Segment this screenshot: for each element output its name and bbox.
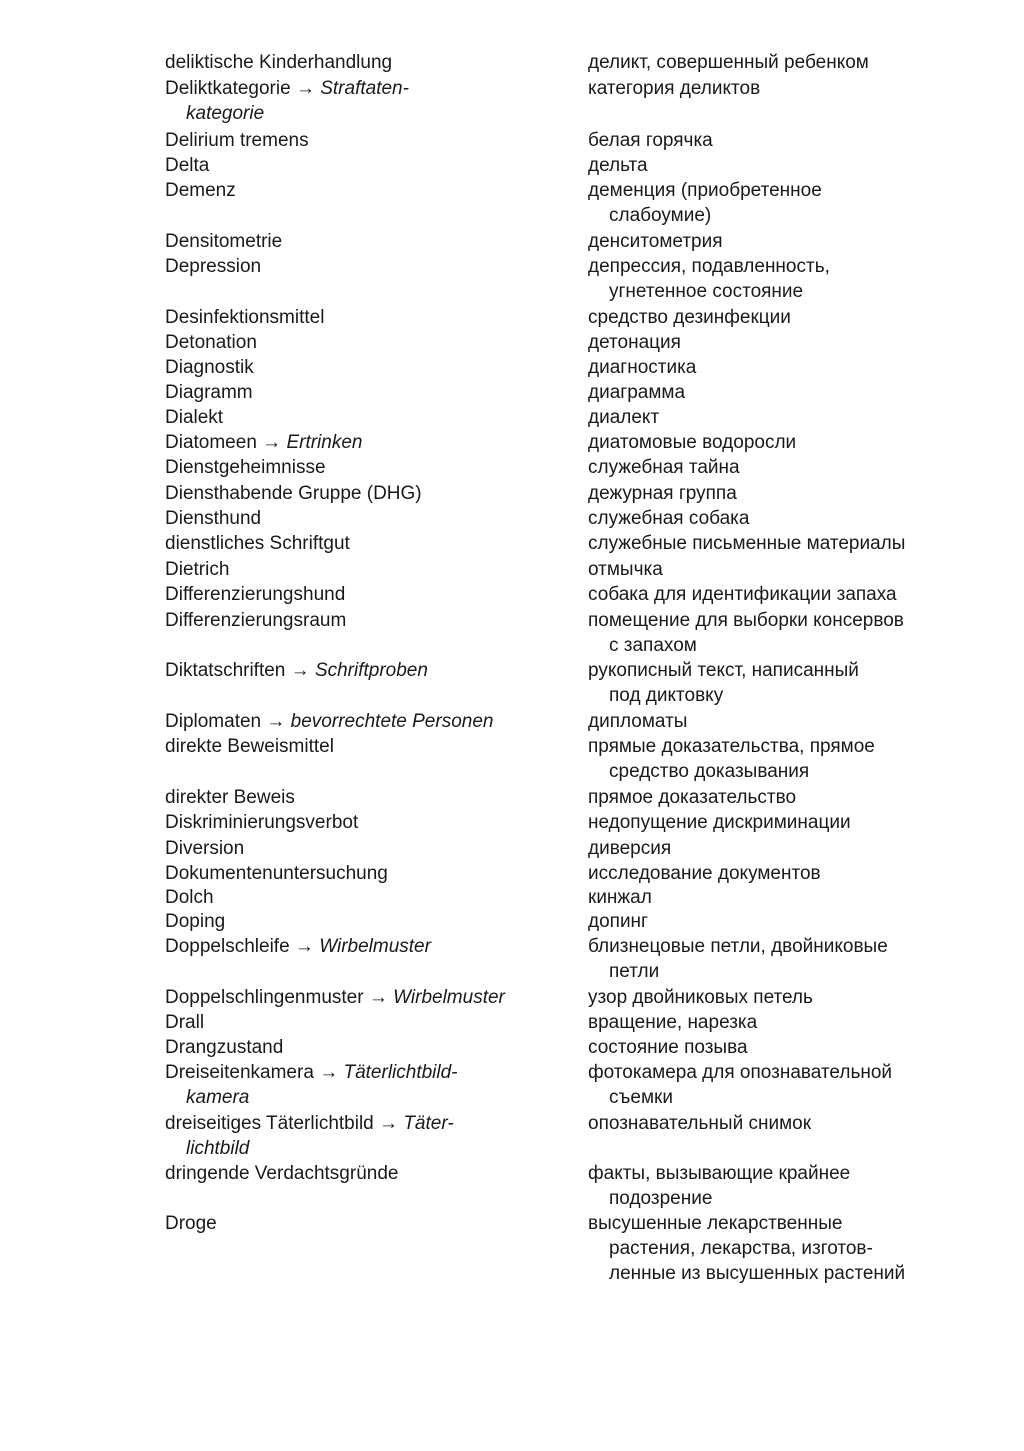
german-term xyxy=(165,885,560,910)
translation-line: прямое доказательство xyxy=(588,787,797,808)
translation-line: подозрение xyxy=(609,1188,713,1209)
headword: Drall xyxy=(165,1012,205,1033)
cross-reference-continuation: kategorie xyxy=(186,103,265,124)
headword: Densitometrie xyxy=(165,231,283,252)
headword: Doppelschleife xyxy=(165,936,290,957)
headword: Diskriminierungsverbot xyxy=(165,812,359,833)
translation-line: служебная собака xyxy=(588,508,750,529)
headword: Dienstgeheimnisse xyxy=(165,457,326,478)
german-term xyxy=(165,506,560,531)
german-term xyxy=(165,1060,560,1110)
headword: Detonation xyxy=(165,332,257,353)
russian-translation xyxy=(588,608,1008,658)
russian-translation xyxy=(588,557,1008,582)
russian-translation xyxy=(588,658,1008,708)
russian-translation xyxy=(588,506,1008,531)
cross-reference-arrow: → xyxy=(319,1062,339,1083)
cross-reference: Ertrinken xyxy=(286,432,363,453)
russian-translation xyxy=(588,380,1008,405)
headword: Doppelschlingenmuster xyxy=(165,987,364,1008)
headword: Diensthund xyxy=(165,508,262,529)
german-term xyxy=(165,909,560,934)
translation-line: ленные из высушенных растений xyxy=(609,1263,906,1284)
german-term xyxy=(165,531,560,556)
cross-reference: Täterlichtbild- xyxy=(343,1062,458,1083)
headword: direkter Beweis xyxy=(165,787,295,808)
german-term xyxy=(165,810,560,835)
cross-reference-arrow: → xyxy=(290,660,310,681)
headword: Dietrich xyxy=(165,559,230,580)
german-term xyxy=(165,355,560,380)
headword: Dolch xyxy=(165,887,214,908)
cross-reference: Schriftproben xyxy=(314,660,428,681)
russian-translation xyxy=(588,178,1008,228)
translation-line: прямые доказательства, прямое xyxy=(588,736,875,757)
translation-line: дельта xyxy=(588,155,648,176)
russian-translation xyxy=(588,50,1008,75)
translation-line: деликт, совершенный ребенком xyxy=(588,52,869,73)
german-term xyxy=(165,330,560,355)
russian-translation xyxy=(588,76,1008,101)
translation-line: недопущение дискриминации xyxy=(588,812,851,833)
translation-line: категория деликтов xyxy=(588,78,761,99)
translation-line: опознавательный снимок xyxy=(588,1113,812,1134)
headword: Dokumentenuntersuchung xyxy=(165,863,388,884)
translation-line: собака для идентификации запаха xyxy=(588,584,897,605)
german-term xyxy=(165,985,560,1010)
cross-reference-arrow: → xyxy=(368,987,388,1008)
german-term xyxy=(165,557,560,582)
german-term xyxy=(165,1111,560,1161)
cross-reference-arrow: → xyxy=(294,936,314,957)
cross-reference: Wirbelmuster xyxy=(319,936,431,957)
translation-line: депрессия, подавленность, xyxy=(588,256,830,277)
cross-reference-arrow: → xyxy=(266,711,286,732)
headword: Dialekt xyxy=(165,407,224,428)
translation-line: диверсия xyxy=(588,838,672,859)
headword: dienstliches Schriftgut xyxy=(165,533,350,554)
russian-translation xyxy=(588,481,1008,506)
translation-line: вращение, нарезка xyxy=(588,1012,758,1033)
german-term-line xyxy=(165,430,560,455)
cross-reference: Täter- xyxy=(403,1113,454,1134)
russian-translation xyxy=(588,1111,1008,1136)
german-term xyxy=(165,178,560,203)
translation-line: близнецовые петли, двойниковые xyxy=(588,936,888,957)
german-term xyxy=(165,254,560,279)
cross-reference-arrow: → xyxy=(379,1113,399,1134)
german-term xyxy=(165,405,560,430)
russian-translation xyxy=(588,709,1008,734)
german-term xyxy=(165,305,560,330)
russian-translation xyxy=(588,934,1008,984)
german-term xyxy=(165,785,560,810)
translation-line: денситометрия xyxy=(588,231,723,252)
translation-line: помещение для выборки консервов xyxy=(588,610,904,631)
german-term-line xyxy=(165,985,560,1010)
russian-translation xyxy=(588,1010,1008,1035)
russian-translation xyxy=(588,229,1008,254)
russian-translation xyxy=(588,909,1008,934)
cross-reference-arrow: → xyxy=(262,432,282,453)
german-term xyxy=(165,128,560,153)
headword: Differenzierungshund xyxy=(165,584,346,605)
headword: Dreiseitenkamera xyxy=(165,1062,314,1083)
translation-line: фотокамера для опознавательной xyxy=(588,1062,893,1083)
russian-translation xyxy=(588,734,1008,784)
translation-line: диаграмма xyxy=(588,382,686,403)
cross-reference: bevorrechtete Personen xyxy=(290,711,494,732)
cross-reference: Straftaten- xyxy=(320,78,409,99)
headword: direkte Beweismittel xyxy=(165,736,334,757)
translation-line: исследование документов xyxy=(588,863,821,884)
german-term xyxy=(165,76,560,126)
german-term xyxy=(165,934,560,959)
translation-line: белая горячка xyxy=(588,130,713,151)
cross-reference-continuation: kamera xyxy=(186,1087,250,1108)
headword: Diagnostik xyxy=(165,357,254,378)
russian-translation xyxy=(588,1211,1008,1286)
translation-line: служебные письменные материалы xyxy=(588,533,906,554)
headword: Delirium tremens xyxy=(165,130,309,151)
headword: Depression xyxy=(165,256,262,277)
german-term xyxy=(165,658,560,683)
translation-line: диалект xyxy=(588,407,660,428)
translation-line: служебная тайна xyxy=(588,457,740,478)
translation-line: допинг xyxy=(588,911,648,932)
german-term xyxy=(165,153,560,178)
headword: Diplomaten xyxy=(165,711,262,732)
translation-line: петли xyxy=(609,961,660,982)
german-term xyxy=(165,1211,560,1236)
translation-line: съемки xyxy=(609,1087,673,1108)
translation-line: состояние позыва xyxy=(588,1037,748,1058)
translation-line: высушенные лекарственные xyxy=(588,1213,843,1234)
german-term xyxy=(165,1161,560,1186)
headword: Diversion xyxy=(165,838,245,859)
headword: Drangzustand xyxy=(165,1037,284,1058)
russian-translation xyxy=(588,531,1008,556)
headword: Diagramm xyxy=(165,382,253,403)
headword: dringende Verdachtsgründe xyxy=(165,1163,399,1184)
headword: Diktatschriften xyxy=(165,660,286,681)
headword: Diensthabende Gruppe (DHG) xyxy=(165,483,422,504)
german-term-line xyxy=(165,1111,560,1136)
german-term-line xyxy=(165,934,560,959)
russian-translation xyxy=(588,810,1008,835)
translation-line: деменция (приобретенное xyxy=(588,180,822,201)
headword: Delta xyxy=(165,155,210,176)
headword: Differenzierungsraum xyxy=(165,610,347,631)
headword: Desinfektionsmittel xyxy=(165,307,325,328)
german-term xyxy=(165,455,560,480)
russian-translation xyxy=(588,785,1008,810)
russian-translation xyxy=(588,128,1008,153)
russian-translation xyxy=(588,985,1008,1010)
headword: Droge xyxy=(165,1213,217,1234)
translation-line: под диктовку xyxy=(609,685,724,706)
translation-line: рукописный текст, написанный xyxy=(588,660,859,681)
translation-line: узор двойниковых петель xyxy=(588,987,813,1008)
german-term xyxy=(165,734,560,759)
german-term-line xyxy=(165,709,560,734)
translation-line: угнетенное состояние xyxy=(609,281,804,302)
russian-translation xyxy=(588,1161,1008,1211)
russian-translation xyxy=(588,153,1008,178)
german-term-line xyxy=(165,76,560,101)
russian-translation xyxy=(588,836,1008,861)
russian-translation xyxy=(588,330,1008,355)
headword: deliktische Kinderhandlung xyxy=(165,52,393,73)
translation-line: кинжал xyxy=(588,887,652,908)
translation-line: детонация xyxy=(588,332,681,353)
russian-translation xyxy=(588,305,1008,330)
german-term xyxy=(165,380,560,405)
german-term-line xyxy=(165,1060,560,1085)
russian-translation xyxy=(588,861,1008,886)
translation-line: диагностика xyxy=(588,357,697,378)
translation-line: дежурная группа xyxy=(588,483,737,504)
russian-translation xyxy=(588,355,1008,380)
german-term xyxy=(165,1010,560,1035)
russian-translation xyxy=(588,455,1008,480)
german-term xyxy=(165,481,560,506)
headword: Diatomeen xyxy=(165,432,257,453)
translation-line: с запахом xyxy=(609,635,697,656)
german-term xyxy=(165,229,560,254)
german-term-line xyxy=(165,658,560,683)
headword: dreiseitiges Täterlichtbild xyxy=(165,1113,374,1134)
russian-translation xyxy=(588,254,1008,304)
headword: Deliktkategorie xyxy=(165,78,291,99)
russian-translation xyxy=(588,582,1008,607)
cross-reference-arrow: → xyxy=(295,78,315,99)
russian-translation xyxy=(588,1035,1008,1060)
headword: Demenz xyxy=(165,180,236,201)
translation-line: растения, лекарства, изготов- xyxy=(609,1238,873,1259)
cross-reference-continuation: lichtbild xyxy=(186,1138,250,1159)
german-term xyxy=(165,861,560,886)
russian-translation xyxy=(588,1060,1008,1110)
translation-line: средство доказывания xyxy=(609,761,810,782)
russian-translation xyxy=(588,885,1008,910)
translation-line: диатомовые водоросли xyxy=(588,432,797,453)
cross-reference: Wirbelmuster xyxy=(393,987,505,1008)
german-term xyxy=(165,582,560,607)
headword: Doping xyxy=(165,911,226,932)
russian-translation xyxy=(588,405,1008,430)
german-term xyxy=(165,1035,560,1060)
german-term xyxy=(165,709,560,734)
translation-line: слабоумие) xyxy=(609,205,712,226)
german-term xyxy=(165,50,560,75)
translation-line: отмычка xyxy=(588,559,663,580)
german-term xyxy=(165,836,560,861)
translation-line: дипломаты xyxy=(588,711,688,732)
translation-line: средство дезинфекции xyxy=(588,307,791,328)
translation-line: факты, вызывающие крайнее xyxy=(588,1163,851,1184)
russian-translation xyxy=(588,430,1008,455)
german-term xyxy=(165,430,560,455)
german-term xyxy=(165,608,560,633)
